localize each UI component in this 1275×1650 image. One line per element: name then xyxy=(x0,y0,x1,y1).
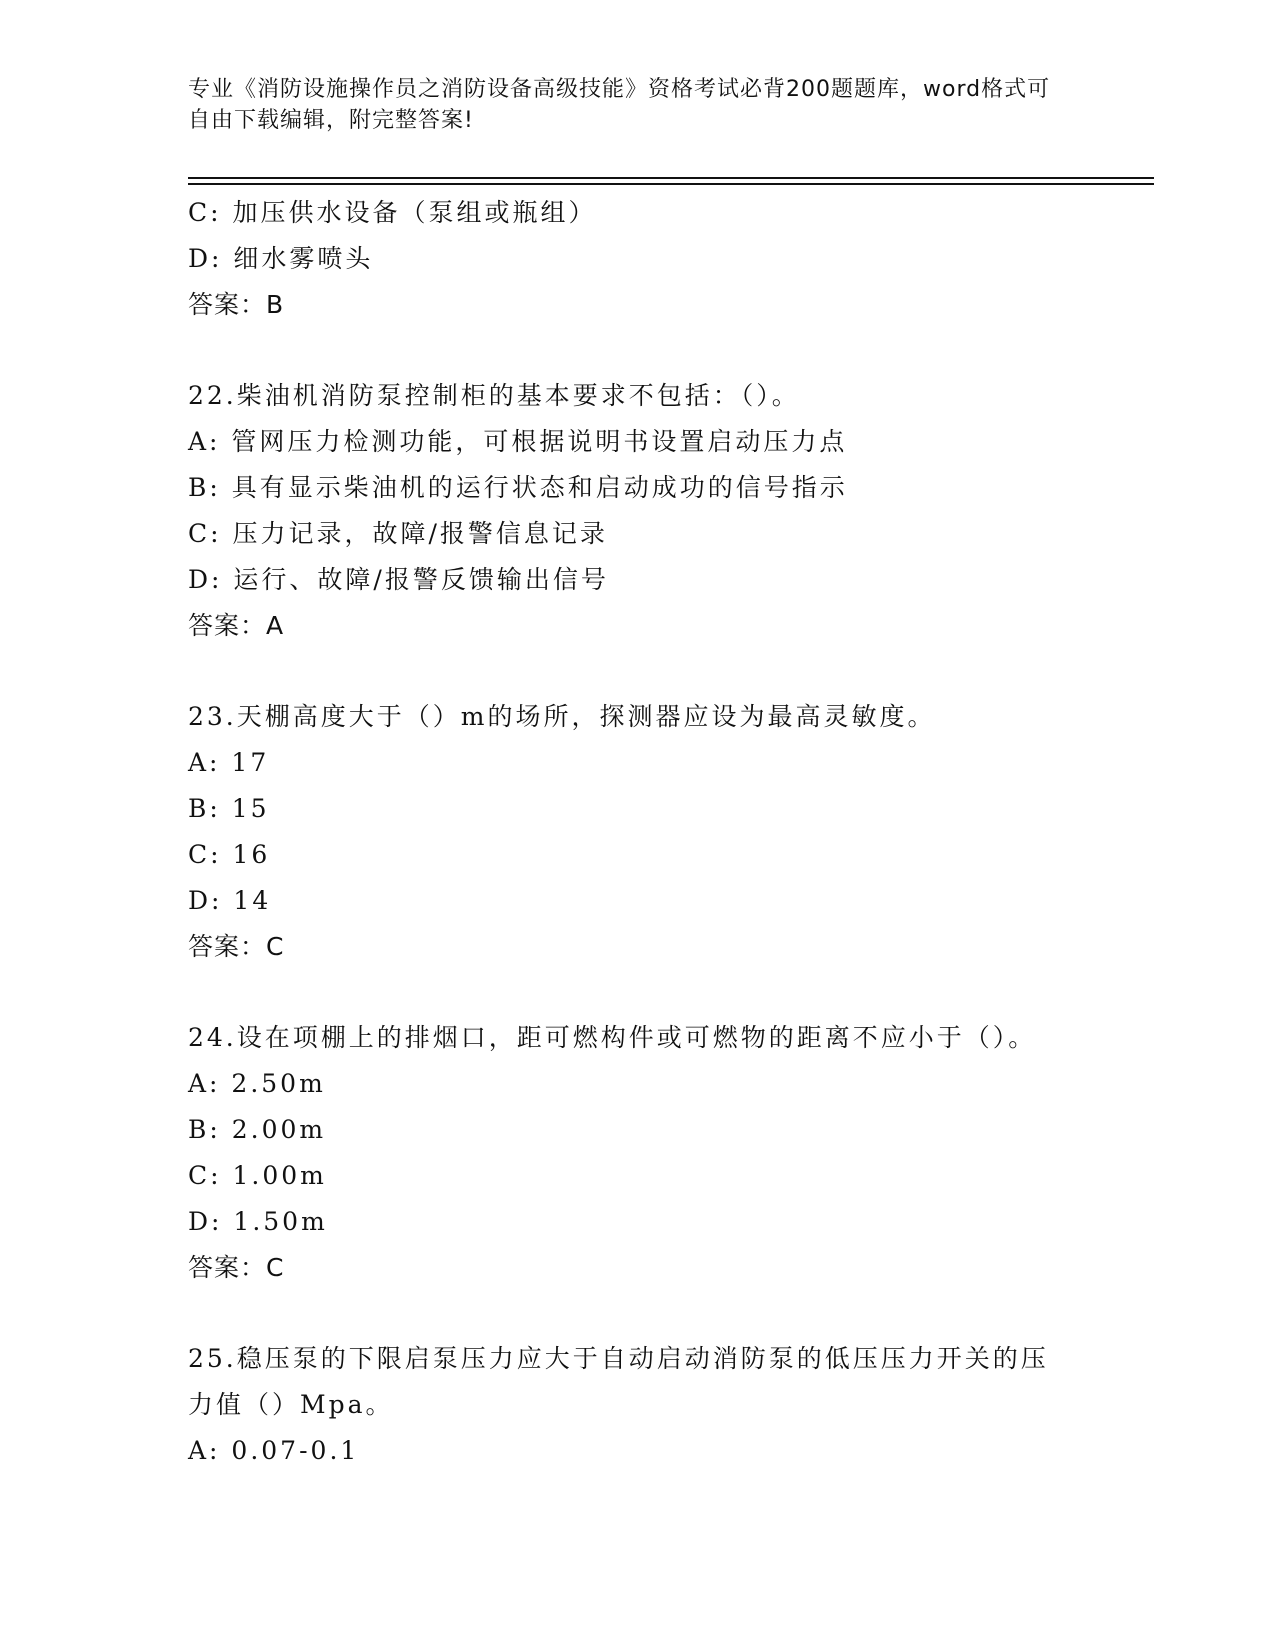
question-23: 23.天棚高度大于（）m的场所，探测器应设为最高灵敏度。 xyxy=(188,702,936,731)
question-22-answer: 答案：A xyxy=(188,611,285,640)
header-divider-top xyxy=(188,177,1154,179)
question-24: 24.设在项棚上的排烟口，距可燃构件或可燃物的距离不应小于（）。 xyxy=(188,1023,1037,1052)
question-24-answer: 答案：C xyxy=(188,1253,285,1282)
question-22: 22.柴油机消防泵控制柜的基本要求不包括：（）。 xyxy=(188,381,800,410)
question-24-option-b: B: 2.00m xyxy=(188,1115,327,1144)
question-24-option-a: A: 2.50m xyxy=(188,1069,326,1098)
question-24-option-d: D: 1.50m xyxy=(188,1207,328,1236)
question-25-line-1: 25.稳压泵的下限启泵压力应大于自动启动消防泵的低压压力开关的压 xyxy=(188,1344,1049,1373)
question-24-option-c: C: 1.00m xyxy=(188,1161,327,1190)
question-25-option-a: A: 0.07-0.1 xyxy=(188,1436,360,1465)
previous-option-d: D: 细水雾喷头 xyxy=(188,244,374,273)
question-23-answer: 答案：C xyxy=(188,932,285,961)
question-23-option-a: A: 17 xyxy=(188,748,270,777)
question-25-line-2: 力值（）Mpa。 xyxy=(188,1390,394,1419)
document-header: 专业《消防设施操作员之消防设备高级技能》资格考试必背200题题库，word格式可自由下载编辑，附完整答案! xyxy=(188,77,1051,133)
question-list xyxy=(188,190,1148,1474)
question-22-option-b: B: 具有显示柴油机的运行状态和启动成功的信号指示 xyxy=(188,473,848,502)
question-22-option-d: D: 运行、故障/报警反馈输出信号 xyxy=(188,565,609,594)
header-divider-bottom xyxy=(188,183,1154,185)
spacer xyxy=(188,970,1148,1015)
question-23-option-b: B: 15 xyxy=(188,794,270,823)
spacer xyxy=(188,1291,1148,1336)
spacer xyxy=(188,649,1148,694)
question-23-option-d: D: 14 xyxy=(188,886,272,915)
previous-answer: 答案：B xyxy=(188,290,285,319)
question-22-option-a: A: 管网压力检测功能，可根据说明书设置启动压力点 xyxy=(188,427,848,456)
spacer xyxy=(188,328,1148,373)
question-23-option-c: C: 16 xyxy=(188,840,271,869)
previous-option-c: C: 加压供水设备（泵组或瓶组） xyxy=(188,198,597,227)
question-22-option-c: C: 压力记录，故障/报警信息记录 xyxy=(188,519,608,548)
